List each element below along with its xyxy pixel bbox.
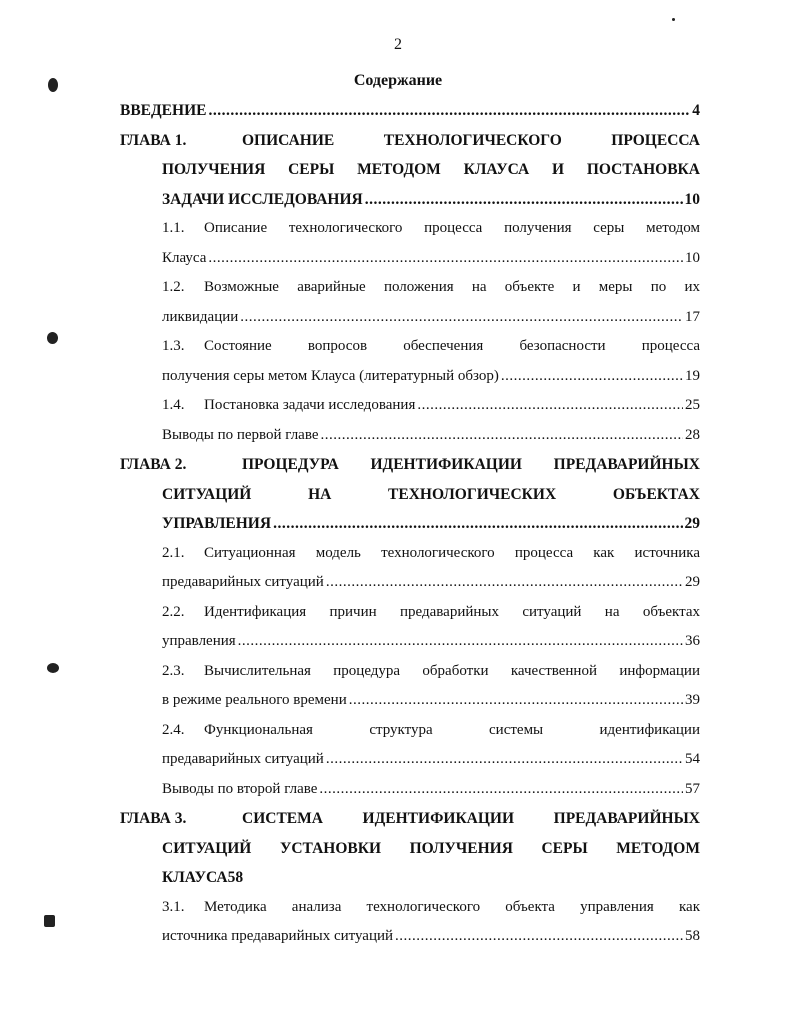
section-title-line: ликвидации [162, 308, 239, 325]
entry-page: 28 [685, 426, 700, 443]
toc-title: Содержание [353, 72, 443, 89]
toc-entry-chapter-1[interactable] [120, 126, 700, 215]
entry-page: 17 [685, 308, 700, 325]
chapter-title-line: ПРОЦЕДУРА ИДЕНТИФИКАЦИИ ПРЕДАВАРИЙНЫХ [242, 456, 700, 473]
section-number: 2.1. [162, 544, 185, 561]
leader-dots [208, 244, 683, 274]
section-title-line: источника предаварийных ситуаций [162, 928, 394, 944]
leader-dots [319, 775, 683, 805]
chapter-number: ГЛАВА 3. [120, 810, 187, 827]
section-number: 2.3. [162, 662, 185, 679]
toc-entry-2-4[interactable] [120, 716, 700, 775]
punch-hole-mark [47, 663, 59, 673]
chapter-number: ГЛАВА 2. [120, 456, 187, 473]
section-title-line: Функциональная структура системы идентификации [204, 721, 700, 738]
leader-dots [395, 922, 683, 952]
section-title-line: получения серы метом Клауса (литературный обзор) [162, 367, 499, 384]
chapter-title-line: КЛАУСА58 [162, 869, 244, 886]
entry-page: 29 [685, 574, 700, 590]
leader-dots [321, 421, 684, 451]
toc-entry-2-3[interactable] [120, 657, 700, 716]
entry-page: 58 [685, 928, 700, 944]
toc-entry-2-2[interactable] [120, 598, 700, 657]
leader-dots [349, 686, 683, 716]
toc-entry-ch2-conclusions[interactable] [120, 775, 700, 805]
toc-entry-ch1-conclusions[interactable] [120, 421, 700, 451]
leader-dots [208, 96, 690, 126]
toc-entry-2-1[interactable] [120, 539, 700, 598]
toc-entry-chapter-3[interactable] [120, 804, 700, 893]
section-title-line: Ситуационная модель технологического процесса как источника [204, 544, 700, 561]
leader-dots [417, 391, 683, 421]
section-title-line: Описание технологического процесса получения серы методом [204, 220, 700, 236]
entry-page: 29 [684, 515, 700, 532]
toc-entry-1-2[interactable] [120, 273, 700, 332]
chapter-title-line: СИСТЕМА ИДЕНТИФИКАЦИИ ПРЕДАВАРИЙНЫХ [242, 810, 700, 827]
section-title-line: Методика анализа технологического объекта управления как [204, 898, 700, 915]
section-title-line: Выводы по первой главе [162, 426, 319, 443]
leader-dots [273, 509, 682, 539]
chapter-title-line: СИТУАЦИЙ НА ТЕХНОЛОГИЧЕСКИХ ОБЪЕКТАХ [162, 485, 700, 503]
leader-dots [238, 627, 683, 657]
chapter-number: ГЛАВА 1. [120, 131, 187, 149]
entry-page: 54 [685, 751, 700, 767]
entry-page: 25 [685, 397, 700, 413]
entry-page: 4 [692, 102, 700, 119]
section-title-line: Возможные аварийные положения на объекте и меры по их [204, 279, 700, 295]
entry-page: 19 [685, 367, 700, 384]
section-number: 3.1. [162, 898, 185, 915]
section-title-line: в режиме реального времени [162, 692, 347, 708]
table-of-contents [120, 96, 700, 952]
chapter-title-line: ЗАДАЧИ ИССЛЕДОВАНИЯ [162, 190, 363, 208]
chapter-title-line: ПОЛУЧЕНИЯ СЕРЫ МЕТОДОМ КЛАУСА И ПОСТАНОВКА [162, 161, 700, 178]
leader-dots [240, 303, 683, 333]
entry-title: ВВЕДЕНИЕ [120, 102, 207, 119]
toc-entry-intro[interactable] [120, 96, 700, 126]
punch-hole-mark [47, 332, 58, 344]
section-title-line: Состояние вопросов обеспечения безопасности процесса [204, 338, 700, 354]
scan-speck [672, 18, 675, 21]
section-title-line: Идентификация причин предаварийных ситуаций на объектах [204, 603, 700, 620]
toc-entry-1-1[interactable] [120, 214, 700, 273]
entry-page: 10 [684, 190, 700, 208]
toc-entry-3-1[interactable] [120, 893, 700, 952]
leader-dots [365, 185, 683, 215]
section-number: 1.4. [162, 397, 185, 413]
section-number: 1.2. [162, 279, 185, 295]
section-title-line: предаварийных ситуаций [162, 574, 324, 590]
toc-entry-1-3[interactable] [120, 332, 700, 391]
section-title-line: предаварийных ситуаций [162, 751, 324, 767]
section-title-line: Выводы по второй главе [162, 780, 318, 797]
chapter-title-line: ОПИСАНИЕ ТЕХНОЛОГИЧЕСКОГО ПРОЦЕССА [242, 131, 700, 149]
entry-page: 10 [685, 249, 700, 266]
leader-dots [326, 745, 683, 775]
entry-page: 36 [685, 633, 700, 649]
toc-entry-chapter-2[interactable] [120, 450, 700, 539]
toc-entry-1-4[interactable] [120, 391, 700, 421]
section-title-line: Постановка задачи исследования [204, 397, 416, 413]
section-number: 1.1. [162, 220, 185, 236]
leader-dots [326, 568, 683, 598]
entry-page: 39 [685, 692, 700, 708]
page-number: 2 [394, 36, 402, 53]
entry-page: 57 [685, 780, 700, 797]
chapter-title-line: СИТУАЦИЙ УСТАНОВКИ ПОЛУЧЕНИЯ СЕРЫ МЕТОДОМ [162, 839, 700, 857]
leader-dots [501, 362, 683, 392]
section-number: 1.3. [162, 338, 185, 354]
section-title-line: Вычислительная процедура обработки качественной информации [204, 662, 700, 679]
section-title-line: управления [162, 633, 236, 649]
section-number: 2.2. [162, 603, 185, 620]
chapter-title-line: УПРАВЛЕНИЯ [162, 515, 272, 532]
section-title-line: Клауса [162, 249, 207, 266]
punch-hole-mark [44, 915, 55, 927]
section-number: 2.4. [162, 721, 185, 738]
